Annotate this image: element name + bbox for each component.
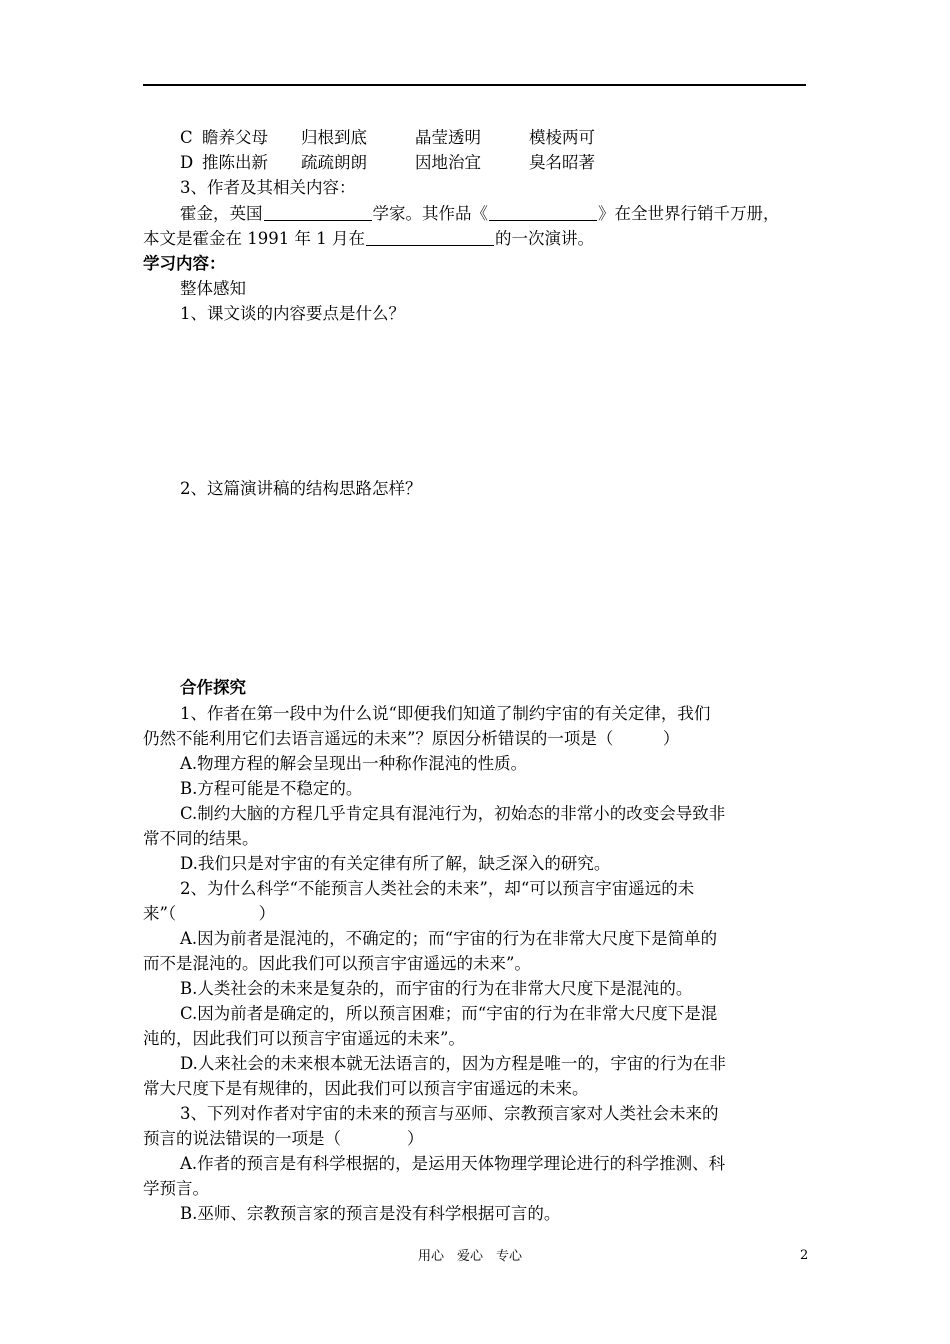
- author-line-1: [180, 203, 780, 225]
- page-footer: 用心 爱心 专心: [418, 1249, 523, 1264]
- study-heading: 学习内容：: [143, 254, 226, 273]
- header-rule: [143, 84, 806, 86]
- option-word: 臭名昭著: [529, 153, 595, 172]
- author-text: 》在全世界行销千万册，: [598, 204, 780, 223]
- coop-line: C.制约大脑的方程几乎肯定具有混沌行为，初始态的非常小的改变会导致非: [180, 804, 726, 823]
- author-heading: 3、作者及其相关内容：: [180, 178, 356, 197]
- question-overall-2: 2、这篇演讲稿的结构思路怎样？: [180, 479, 422, 498]
- fill-blank[interactable]: [489, 204, 597, 221]
- option-row-d: [180, 152, 595, 174]
- coop-line: A.因为前者是混沌的，不确定的；而“宇宙的行为在非常大尺度下是简单的: [180, 929, 718, 948]
- coop-line: 1、作者在第一段中为什么说“即便我们知道了制约宇宙的有关定律，我们: [180, 704, 711, 723]
- fill-blank[interactable]: [264, 204, 372, 221]
- coop-line: 沌的，因此我们可以预言宇宙遥远的未来”。: [143, 1029, 465, 1048]
- question-overall-1: 1、课文谈的内容要点是什么？: [180, 304, 405, 323]
- option-word: 瞻养父母: [202, 128, 268, 147]
- author-text: 学家。其作品《: [372, 204, 488, 223]
- option-letter: D: [180, 153, 194, 172]
- coop-line: 2、为什么科学“不能预言人类社会的未来”，却“可以预言宇宙遥远的未: [180, 879, 695, 898]
- coop-line: 预言的说法错误的一项是（ ）: [143, 1129, 424, 1148]
- fill-blank[interactable]: [366, 229, 494, 246]
- coop-line: 常不同的结果。: [143, 829, 259, 848]
- coop-line: C.因为前者是确定的，所以预言困难；而“宇宙的行为在非常大尺度下是混: [180, 1004, 718, 1023]
- coop-line: B.方程可能是不稳定的。: [180, 779, 363, 798]
- author-line-2: [143, 228, 594, 250]
- option-row-c: [180, 127, 595, 149]
- option-word: 疏疏朗朗: [301, 153, 367, 172]
- coop-line: 学预言。: [143, 1179, 209, 1198]
- coop-line: A.物理方程的解会呈现出一种称作混沌的性质。: [180, 754, 528, 773]
- coop-line: A.作者的预言是有科学根据的，是运用天体物理学理论进行的科学推测、科: [180, 1154, 726, 1173]
- option-word: 推陈出新: [202, 153, 268, 172]
- option-letter: C: [180, 128, 193, 147]
- coop-line: 3、下列对作者对宇宙的未来的预言与巫师、宗教预言家对人类社会未来的: [180, 1104, 719, 1123]
- coop-line: 仍然不能利用它们去语言遥远的未来”？原因分析错误的一项是（ ）: [143, 729, 680, 748]
- coop-line: D.我们只是对宇宙的有关定律有所了解，缺乏深入的研究。: [180, 854, 611, 873]
- overall-label: 整体感知: [180, 279, 246, 298]
- option-word: 归根到底: [301, 128, 367, 147]
- author-text: 本文是霍金在 1991 年 1 月在: [143, 229, 365, 248]
- coop-line: 常大尺度下是有规律的，因此我们可以预言宇宙遥远的未来。: [143, 1079, 589, 1098]
- coop-line: 而不是混沌的。因此我们可以预言宇宙遥远的未来”。: [143, 954, 531, 973]
- author-text: 的一次演讲。: [494, 229, 594, 248]
- author-text: 霍金，英国: [180, 204, 263, 223]
- coop-line: D.人来社会的未来根本就无法语言的，因为方程是唯一的，宇宙的行为在非: [180, 1054, 726, 1073]
- option-word: 晶莹透明: [415, 128, 481, 147]
- option-word: 因地治宜: [415, 153, 481, 172]
- coop-heading: 合作探究: [180, 678, 246, 697]
- option-word: 模棱两可: [529, 128, 595, 147]
- coop-line: 来”（ ）: [143, 904, 276, 923]
- coop-line: B.人类社会的未来是复杂的，而宇宙的行为在非常大尺度下是混沌的。: [180, 979, 693, 998]
- coop-line: B.巫师、宗教预言家的预言是没有科学根据可言的。: [180, 1204, 561, 1223]
- page-number: 2: [800, 1248, 809, 1263]
